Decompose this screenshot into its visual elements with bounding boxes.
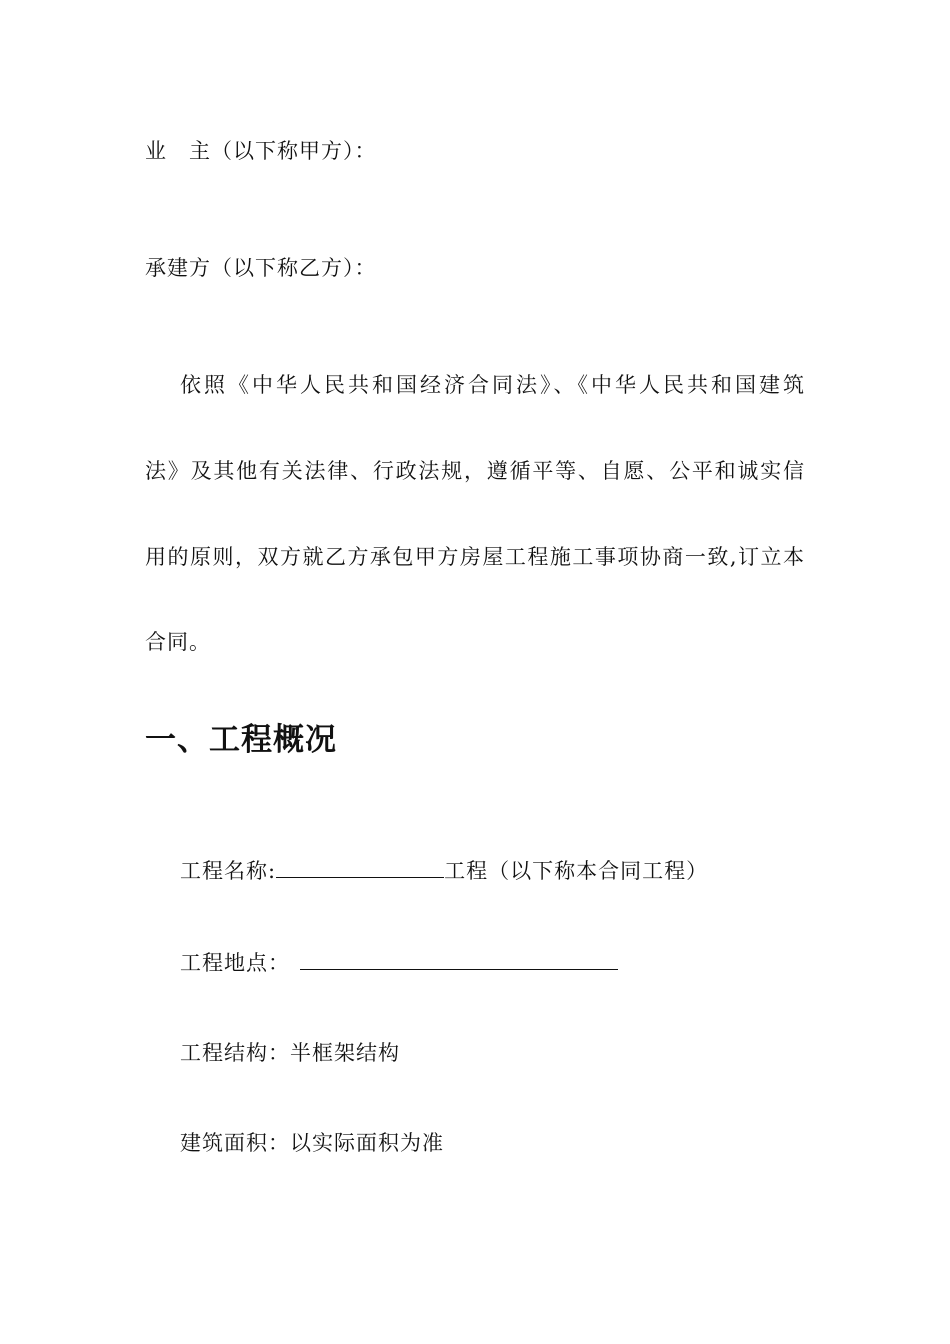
project-location-line (180, 949, 618, 975)
project-name-label: 工程名称: (180, 859, 277, 883)
structure-label: 工程结构： (180, 1041, 290, 1065)
preamble-line-3: 用的原则，双方就乙方承包甲方房屋工程施工事项协商一致,订立本 (145, 545, 805, 569)
project-location-blank[interactable] (300, 949, 618, 970)
area-line (180, 1131, 444, 1155)
area-value: 以实际面积为准 (290, 1131, 444, 1155)
preamble-line-1: 依照《中华人民共和国经济合同法》、《中华人民共和国建筑 (180, 373, 805, 397)
owner-label: 业 主（以下称甲方）： (145, 139, 377, 163)
structure-line (180, 1041, 400, 1065)
owner-line (145, 139, 377, 163)
project-name-suffix: 工程（以下称本合同工程） (444, 859, 709, 883)
section-heading: 一、工程概况 (145, 722, 337, 758)
project-location-label: 工程地点： (180, 951, 290, 975)
contractor-line (145, 256, 377, 280)
preamble-line-2: 法》及其他有关法律、行政法规，遵循平等、自愿、公平和诚实信 (145, 459, 805, 483)
project-name-line (180, 857, 708, 883)
contractor-label: 承建方（以下称乙方）： (145, 256, 377, 280)
area-label: 建筑面积： (180, 1131, 290, 1155)
preamble-line-4: 合同。 (145, 630, 211, 654)
project-name-blank[interactable] (276, 857, 444, 878)
structure-value: 半框架结构 (290, 1041, 400, 1065)
